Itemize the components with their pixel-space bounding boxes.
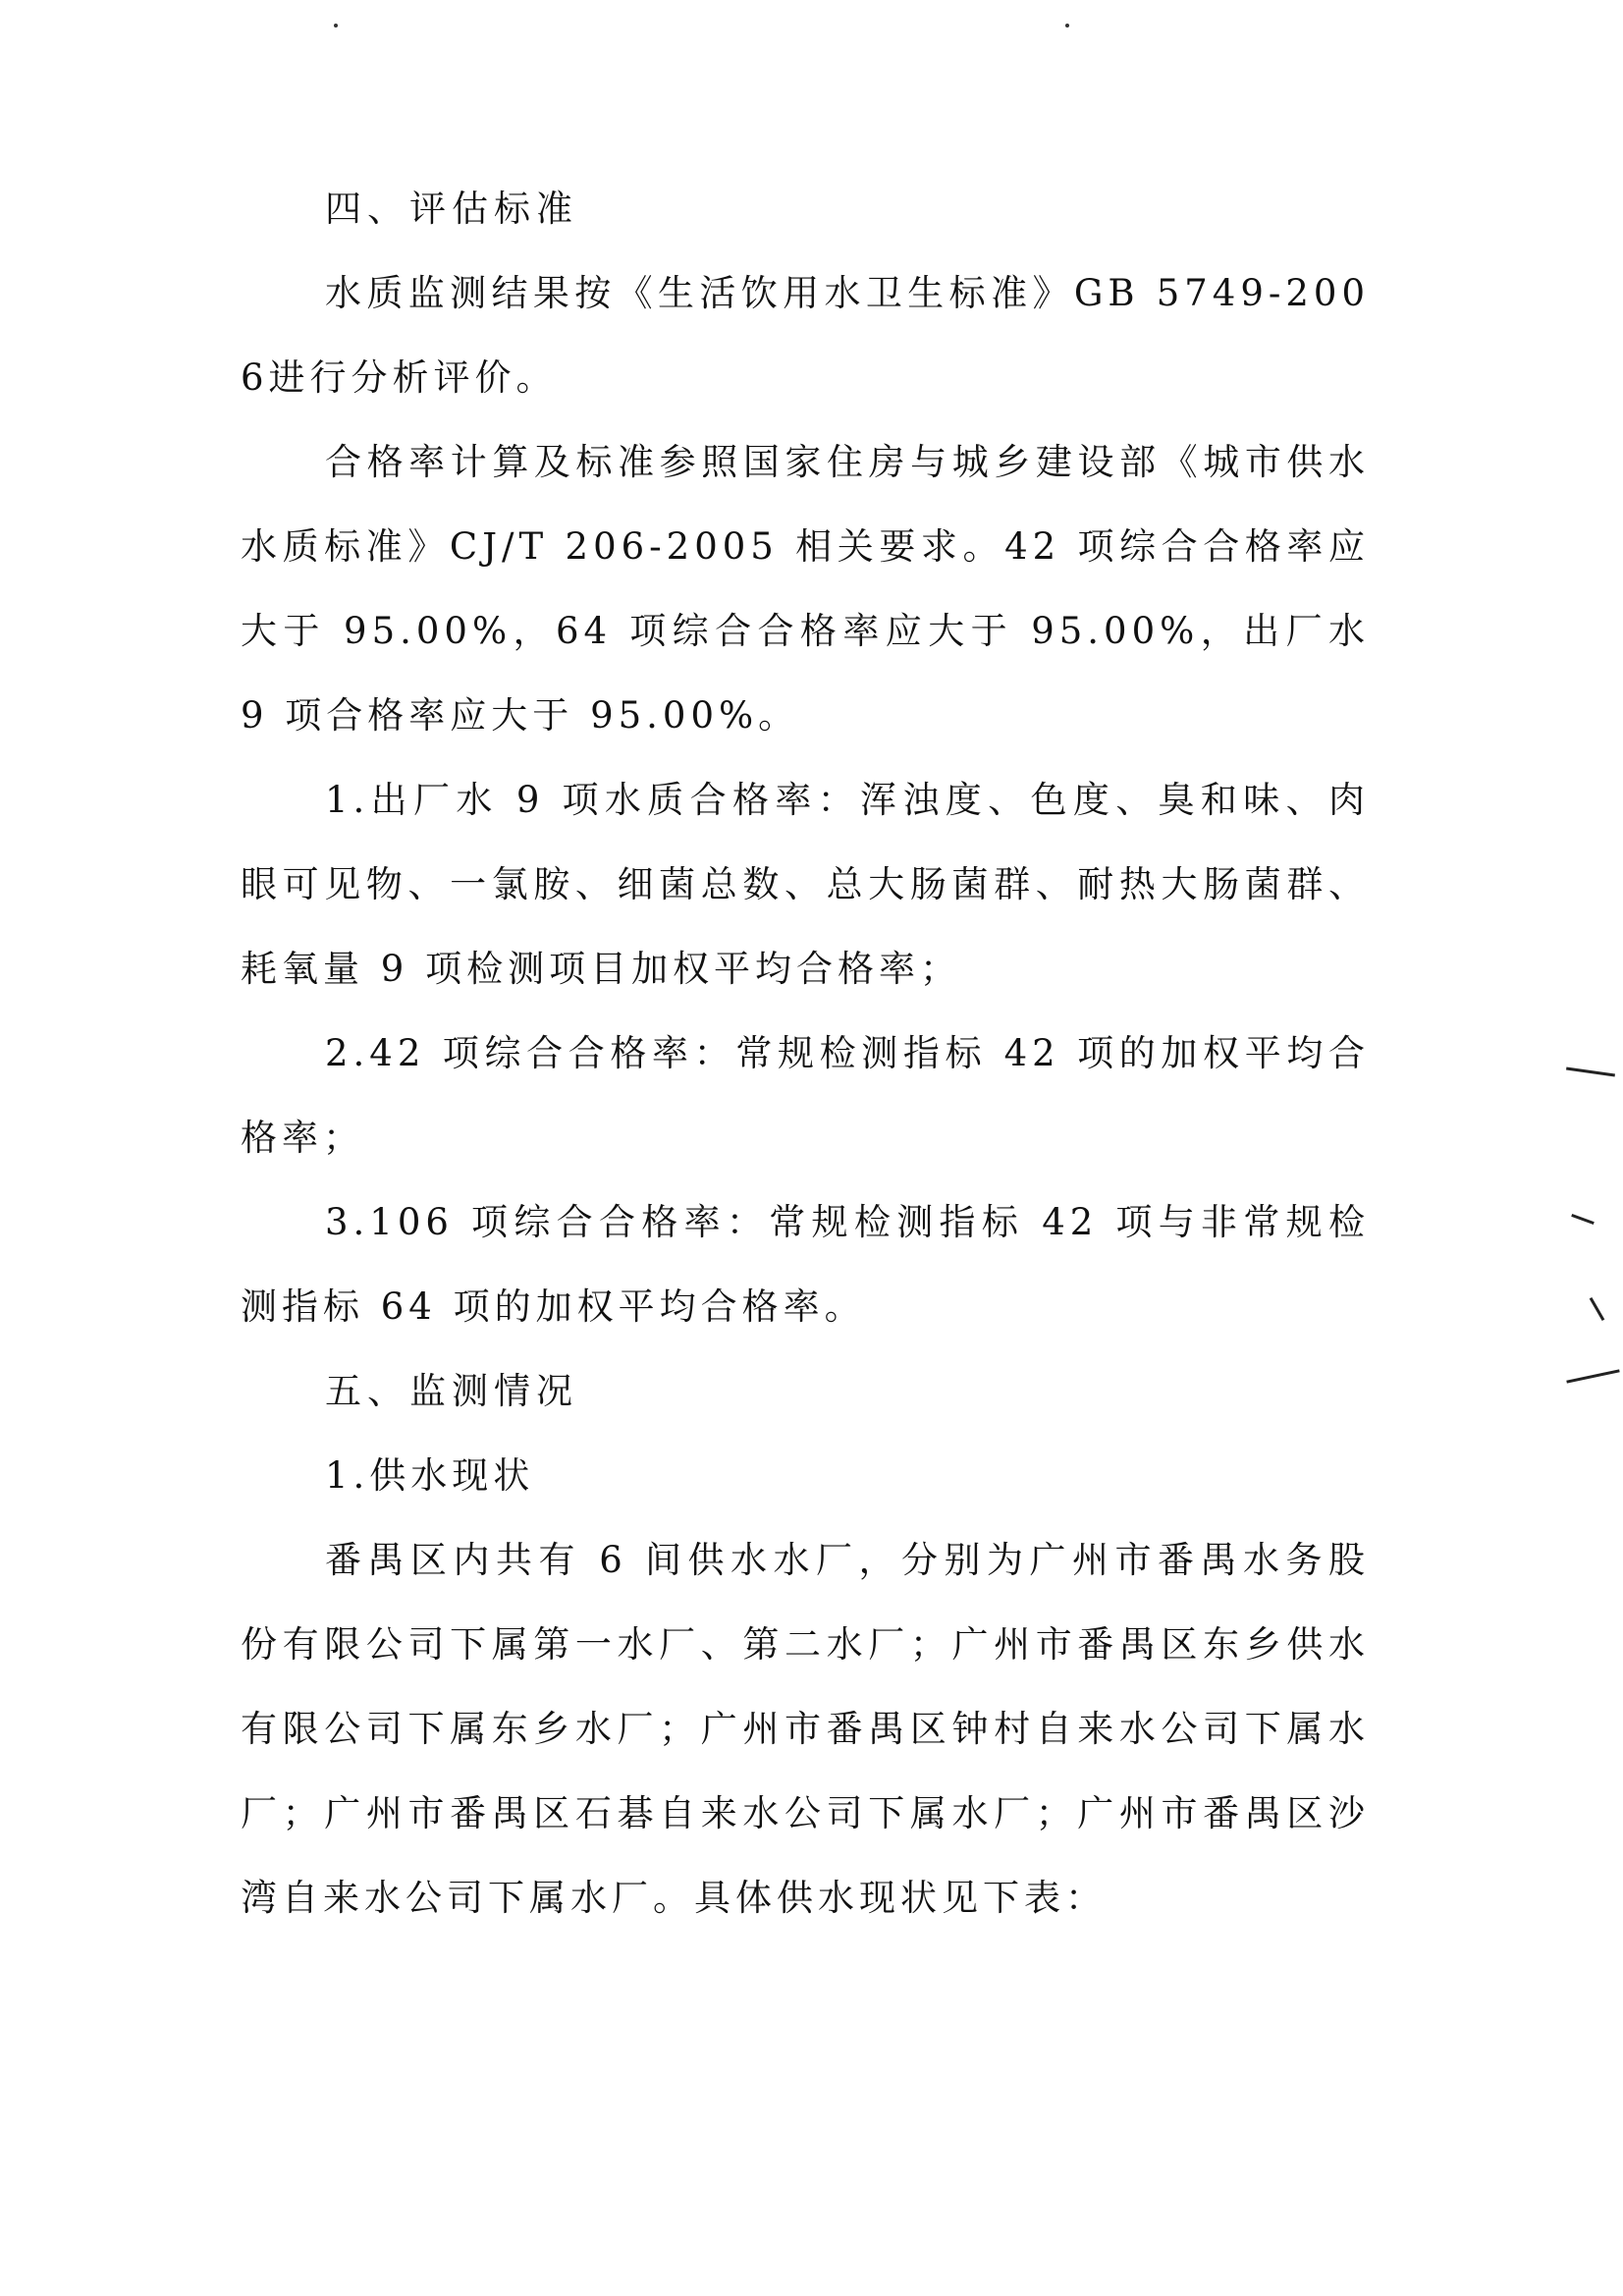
paragraph-pass-rate-standard: 合格率计算及标准参照国家住房与城乡建设部《城市供水水质标准》CJ/T 206-2005 相关要求。42 项综合合格率应大于 95.00%，64 项综合合格率应大于 95.00%，出厂水 9 项合格率应大于 95.00%。 [241, 441, 1370, 737]
paragraph-item-3: 3.106 项综合合格率：常规检测指标 42 项与非常规检测指标 64 项的加权平均合格率。 [241, 1201, 1370, 1328]
section-heading-evaluation-standard: 四、评估标准 [325, 188, 578, 230]
scan-dot [1065, 24, 1069, 27]
section-heading-monitoring: 五、监测情况 [325, 1370, 578, 1412]
paragraph-item-1: 1.出厂水 9 项水质合格率：浑浊度、色度、臭和味、肉眼可见物、一氯胺、细菌总数、总大肠菌群、耐热大肠菌群、耗氧量 9 项检测项目加权平均合格率； [241, 779, 1370, 990]
paragraph-evaluation-basis: 水质监测结果按《生活饮用水卫生标准》GB 5749-2006进行分析评价。 [241, 272, 1370, 399]
document-body [241, 167, 1370, 1941]
paragraph-water-plants: 番禺区内共有 6 间供水水厂，分别为广州市番禺水务股份有限公司下属第一水厂、第二水厂；广州市番禺区东乡供水有限公司下属东乡水厂；广州市番禺区钟村自来水公司下属水厂；广州市番禺区石碁自来水公司下属水厂；广州市番禺区沙湾自来水公司下属水厂。具体供水现状见下表： [241, 1539, 1370, 1919]
subheading-water-supply-status: 1.供水现状 [325, 1454, 535, 1497]
scan-dot [334, 24, 338, 27]
paragraph-item-2: 2.42 项综合合格率：常规检测指标 42 项的加权平均合格率； [241, 1032, 1370, 1159]
